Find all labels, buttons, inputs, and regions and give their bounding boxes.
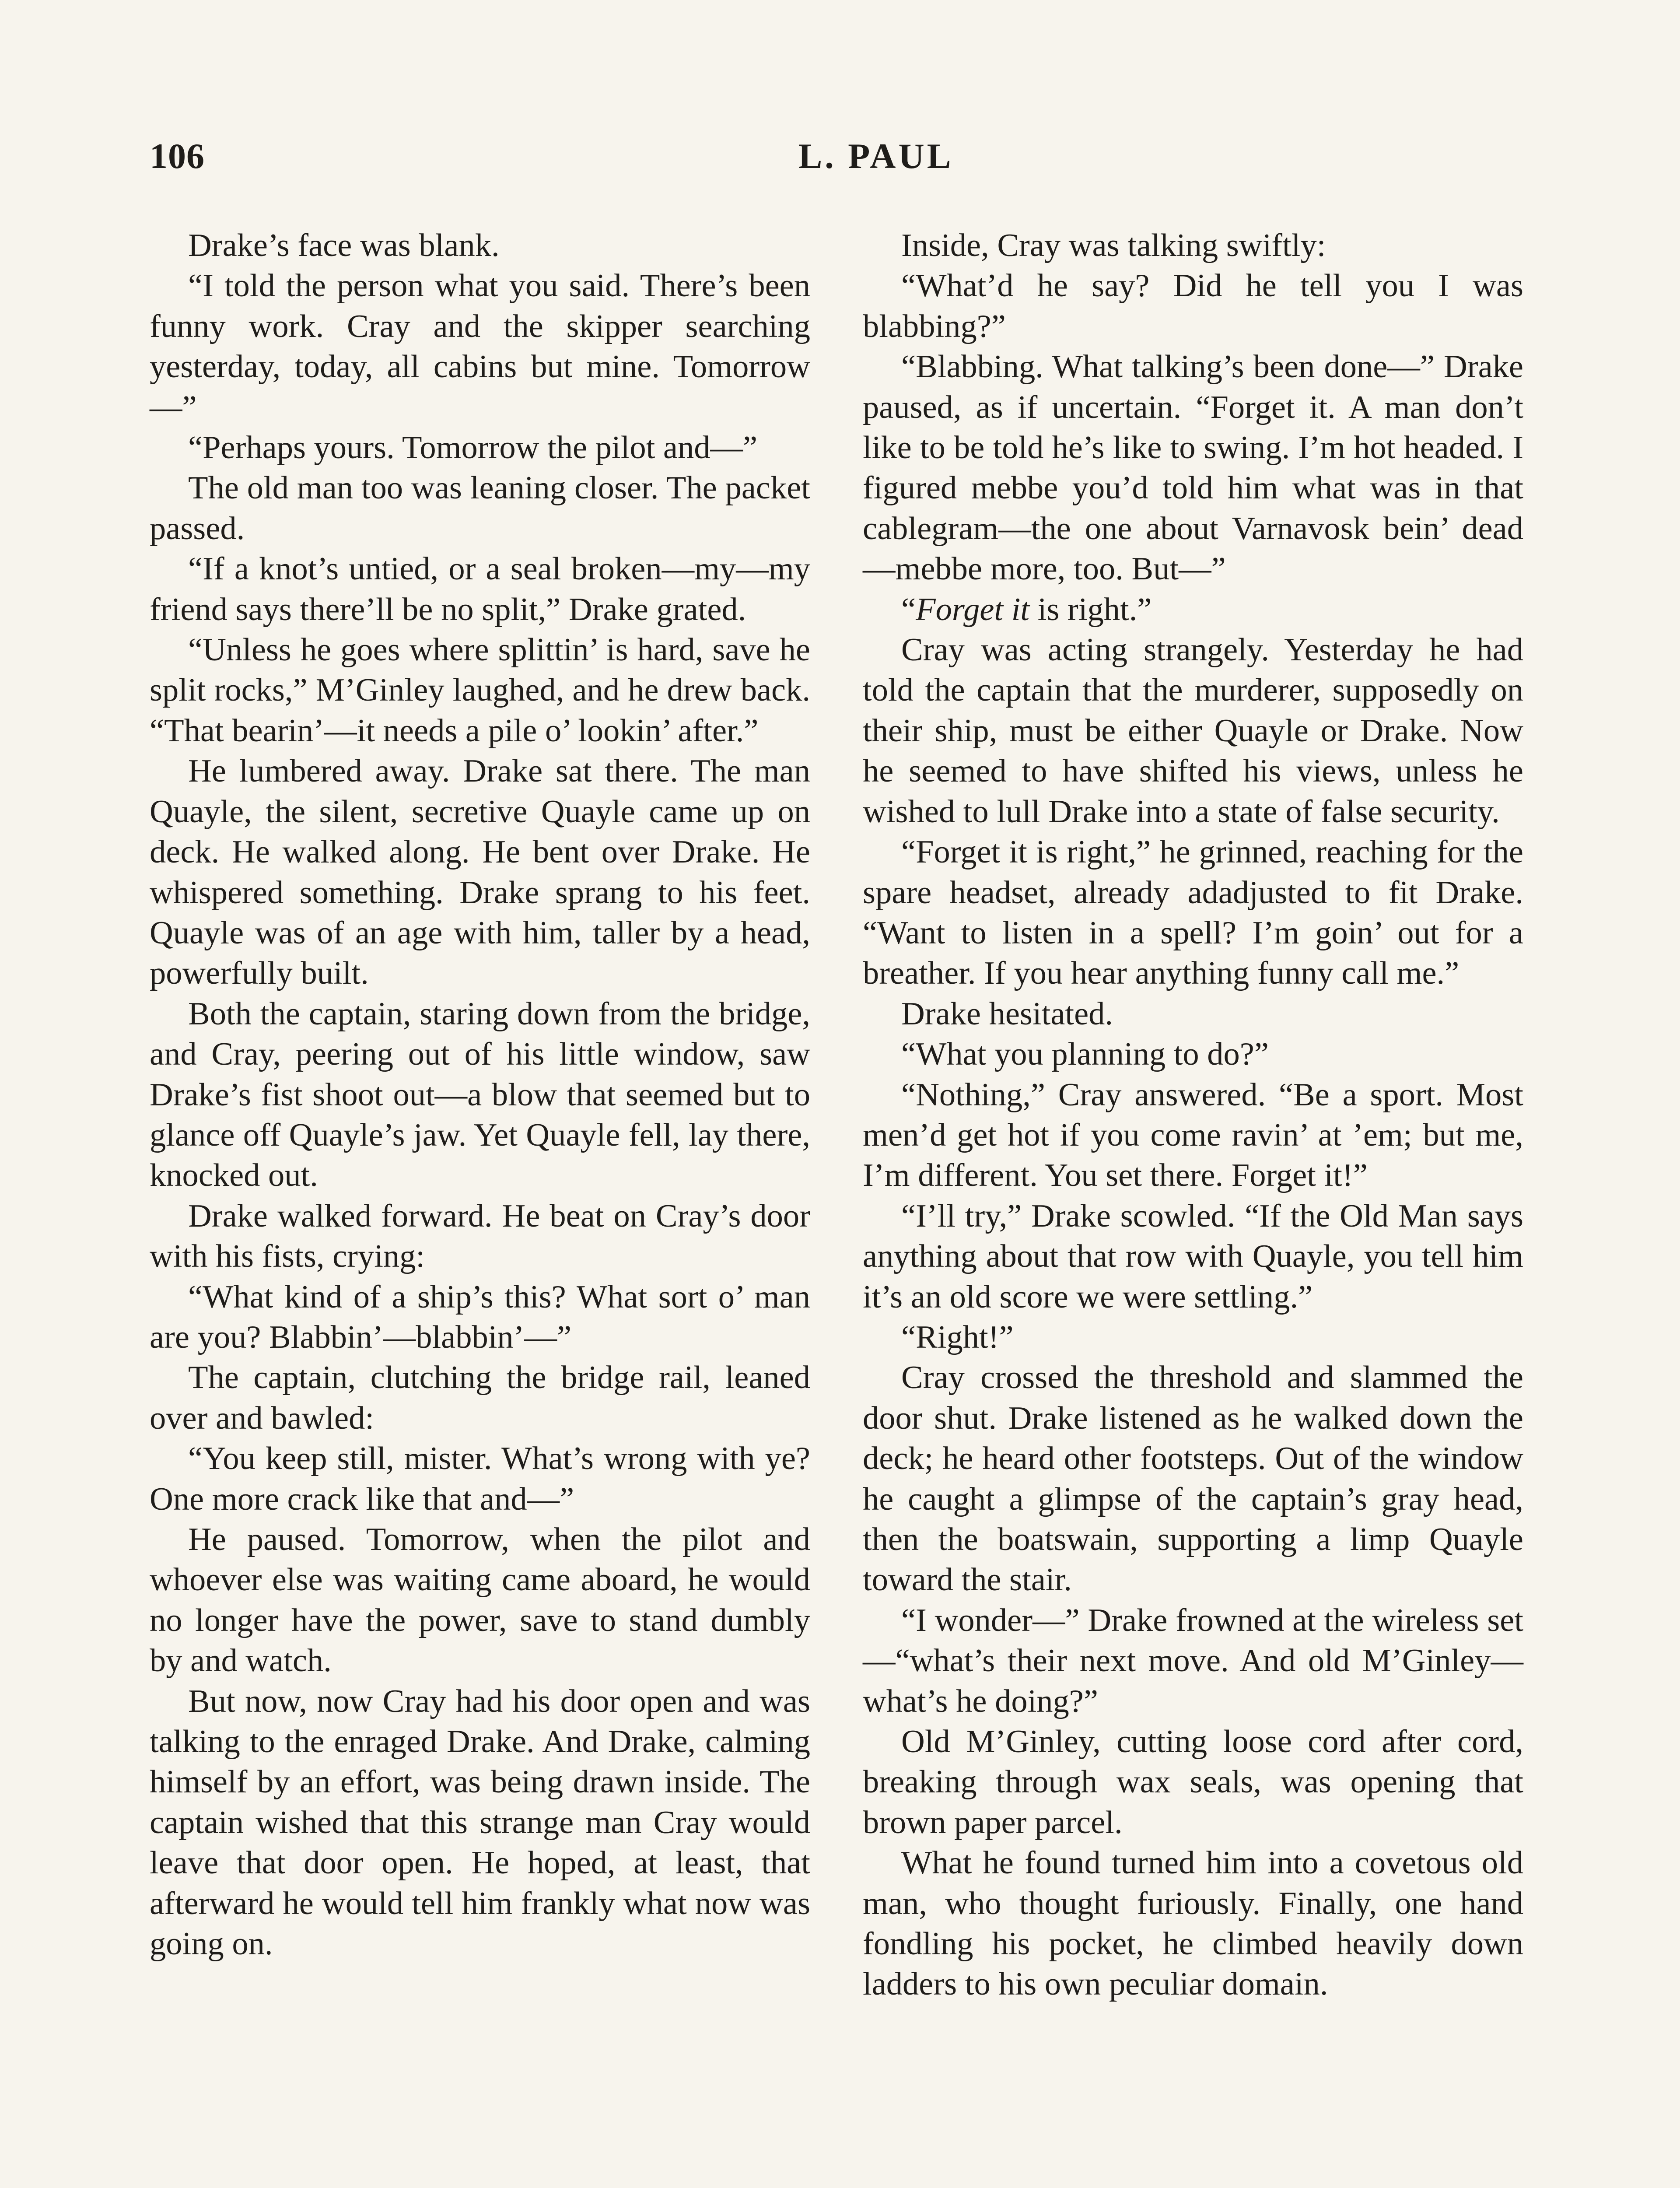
paragraph: “You keep still, mister. What’s wrong with ye? One more crack like that and—” — [150, 1441, 810, 1517]
paragraph: “Forget it is right,” he grinned, reaching for the spare headset, already adadjusted to fit Drake. “Want to listen in a spell? I’m goin’ out for a breather. If you hear anything funny call me.” — [863, 834, 1523, 992]
paragraph: Old M’Ginley, cutting loose cord after cord, breaking through wax seals, was opening that brown paper parcel. — [863, 1724, 1523, 1841]
left-column — [150, 225, 810, 1964]
paragraph: Cray crossed the threshold and slammed the door shut. Drake listened as he walked down the deck; he heard other footsteps. Out of the window he caught a glimpse of the captain’s gray head, then the boatswain, supporting a limp Quayle toward the stair. — [863, 1360, 1523, 1598]
paragraph: He lumbered away. Drake sat there. The man Quayle, the silent, secretive Quayle came up on deck. He walked along. He bent over Drake. He whispered something. Drake sprang to his feet. Quayle was of an age with him, taller by a head, powerfully built. — [150, 753, 810, 992]
paragraph: But now, now Cray had his door open and was talking to the enraged Drake. And Drake, calming himself by an effort, was being drawn inside. The captain wished that this strange man Cray would leave that door open. He hoped, at least, that afterward he would tell him frankly what now was going on. — [150, 1683, 810, 1962]
paragraph: “Unless he goes where splittin’ is hard, save he split rocks,” M’Ginley laughed, and he drew back. “That bearin’—it needs a pile o’ lookin’ after.” — [150, 632, 810, 749]
right-column — [863, 225, 1523, 2005]
paragraph: “If a knot’s untied, or a seal broken—my—my friend says there’ll be no split,” Drake grated. — [150, 551, 810, 628]
paragraph: “I wonder—” Drake frowned at the wireless set—“what’s their next move. And old M’Ginley—what’s he doing?” — [863, 1602, 1523, 1719]
paragraph: What he found turned him into a covetous old man, who thought furiously. Finally, one hand fondling his pocket, he climbed heavily down ladders to his own peculiar domain. — [863, 1845, 1523, 2002]
paragraph-italic-line — [863, 589, 1523, 630]
paragraph: “What kind of a ship’s this? What sort o’ man are you? Blabbin’—blabbin’—” — [150, 1279, 810, 1355]
page-number: 106 — [150, 136, 205, 176]
paragraph: “What you planning to do?” — [901, 1036, 1269, 1073]
paragraph: The old man too was leaning closer. The packet passed. — [150, 470, 810, 547]
paragraph: Inside, Cray was talking swiftly: — [901, 228, 1326, 263]
running-head: L. PAUL — [798, 136, 954, 176]
italic-phrase: Forget it — [916, 591, 1030, 628]
paragraph: “What’d he say? Did he tell you I was blabbing?” — [863, 268, 1523, 344]
page-header — [150, 136, 1532, 188]
paragraph: He paused. Tomorrow, when the pilot and whoever else was waiting came aboard, he would no longer have the power, save to stand dumbly by and watch. — [150, 1522, 810, 1679]
paragraph: “Right!” — [901, 1319, 1014, 1355]
paragraph: “I’ll try,” Drake scowled. “If the Old Man says anything about that row with Quayle, you tell him it’s an old score we were settling.” — [863, 1198, 1523, 1315]
paragraph: Drake walked forward. He beat on Cray’s door with his fists, crying: — [150, 1198, 810, 1275]
line-rest: is right.” — [1029, 591, 1152, 628]
open-quote: “ — [901, 591, 916, 628]
paragraph: “Blabbing. What talking’s been done—” Drake paused, as if uncertain. “Forget it. A man don’t like to be told he’s like to swing. I’m hot headed. I figured mebbe you’d told him what was in that cablegram—the one about Varnavosk bein’ dead—mebbe more, too. But—” — [863, 349, 1523, 587]
paragraph: Drake’s face was blank. — [188, 228, 500, 263]
paragraph: “I told the person what you said. There’s been funny work. Cray and the skipper searching yesterday, today, all cabins but mine. Tomorrow—” — [150, 268, 810, 425]
paragraph: Both the captain, staring down from the bridge, and Cray, peering out of his little window, saw Drake’s fist shoot out—a blow that seemed but to glance off Quayle’s jaw. Yet Quayle fell, lay there, knocked out. — [150, 996, 810, 1194]
paragraph: “Perhaps yours. Tomorrow the pilot and—” — [188, 430, 758, 466]
paragraph: “Nothing,” Cray answered. “Be a sport. Most men’d get hot if you come ravin’ at ’em; but me, I’m different. You set there. Forget it!” — [863, 1076, 1523, 1194]
paragraph: The captain, clutching the bridge rail, leaned over and bawled: — [150, 1360, 810, 1436]
paragraph: Cray was acting strangely. Yesterday he had told the captain that the murderer, supposedly on their ship, must be either Quayle or Drake. Now he seemed to have shifted his views, unless he wished to lull Drake into a state of false security. — [863, 632, 1523, 830]
paragraph: Drake hesitated. — [901, 996, 1113, 1032]
